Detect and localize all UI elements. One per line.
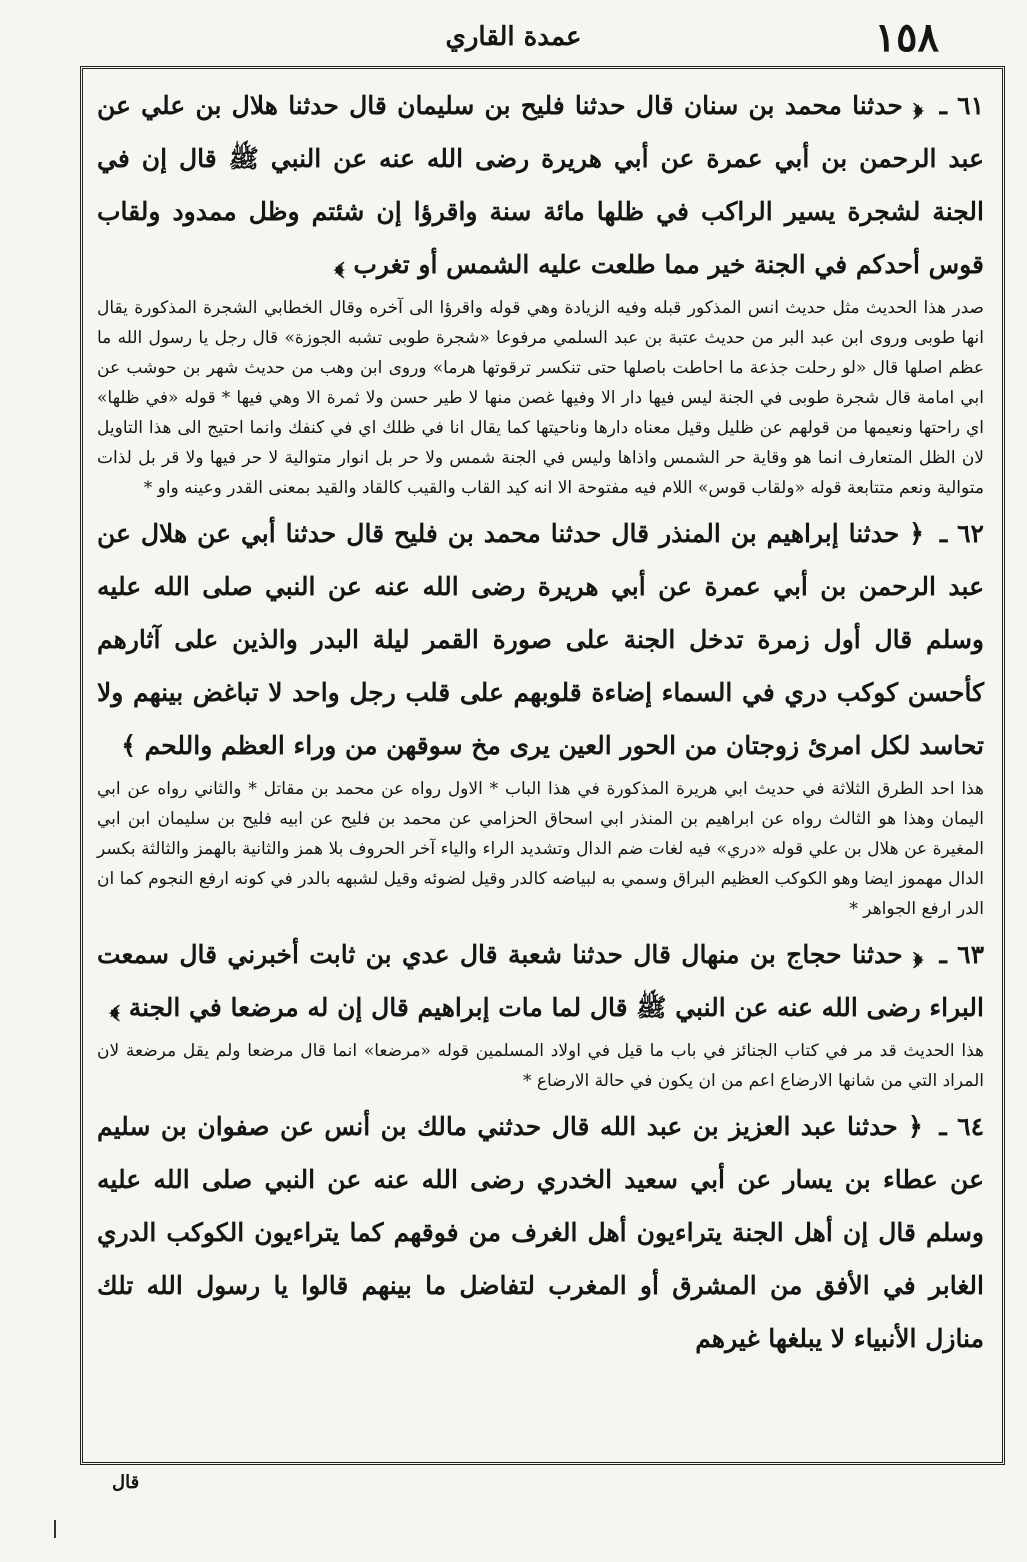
hadith-number: ٦٣ ـ (939, 940, 984, 969)
page-header (70, 10, 957, 66)
hadith-text: ﴿ حدثنا عبد العزيز بن عبد الله قال حدثني مالك بن أنس عن صفوان بن سليم عن عطاء بن يسار عن أبي سعيد الخدري رضى الله عنه عن النبي صلى الله عليه وسلم قال إن أهل الجنة يتراءيون أهل الغرف من فوقهم كما يتراءيون الكوكب الدري الغابر في الأفق من المشرق أو المغرب لتفاضل ما بينهم قالوا يا رسول الله تلك منازل الأنبياء لا يبلغها غيرهم (97, 1112, 984, 1353)
running-head: عمدة القاري (445, 22, 582, 52)
hadith-62 (97, 507, 984, 772)
hadith-number: ٦١ ـ (939, 91, 984, 120)
hadith-number: ٦٤ ـ (939, 1112, 985, 1141)
hadith-63 (97, 928, 984, 1034)
hadith-text: ﴿ حدثنا محمد بن سنان قال حدثنا فليح بن سليمان قال حدثنا هلال بن علي عن عبد الرحمن بن أبي عمرة عن أبي هريرة رضى الله عنه عن النبي ﷺ قال إن في الجنة لشجرة يسير الراكب في ظلها مائة سنة واقرؤا إن شئتم وظل ممدود ولقاب قوس أحدكم في الجنة خير مما طلعت عليه الشمس أو تغرب ﴾ (97, 91, 984, 279)
commentary-61: صدر هذا الحديث مثل حديث انس المذكور قبله وفيه الزيادة وهي قوله واقرؤا الى آخره وقال الخطابي الشجرة المذكورة يقال انها طوبى وروى ابن عبد البر من حديث عتبة بن عبد السلمي مرفوعا «شجرة طوبى تشبه الجوزة» قال رجل يا رسول الله ما عظم اصلها قال «لو رحلت جذعة ما احاطت باصلها حتى تنكسر ترقوتها هرما» وروى ابن وهب من حديث شهر بن حوشب عن ابي امامة قال شجرة طوبى في الجنة ليس فيها دار الا وفيها غصن منها لا طير حسن ولا ثمرة الا وهي فيها * قوله «في ظلها» اي راحتها ونعيمها من قولهم عن ظليل وقيل معناه دارها وناحيتها كما يقال انا في ظلك اي في كنفك وانما احتيج الى هذا التاويل لان الظل المتعارف انما هو وقاية حر الشمس واذاها وليس في الجنة شمس ولا حر بل انوار متوالية لا حر فيها ولا قر بل لذات متوالية ونعم متتابعة قوله «ولقاب قوس» اللام فيه مفتوحة الا انه كيد القاب والقيب كالقاد والقيد بمعنى القدر وعينه واو * (97, 298, 984, 498)
margin-mark (54, 1520, 56, 1538)
hadith-text: ﴿ حدثنا إبراهيم بن المنذر قال حدثنا محمد بن فليح قال حدثنا أبي عن هلال عن عبد الرحمن بن أبي عمرة عن أبي هريرة رضى الله عنه عن النبي صلى الله عليه وسلم قال أول زمرة تدخل الجنة على صورة القمر ليلة البدر والذين على آثارهم كأحسن كوكب دري في السماء إضاءة قلوبهم على قلب رجل واحد لا تباغض بينهم ولا تحاسد لكل امرئ زوجتان من الحور العين يرى مخ سوقهن من وراء العظم واللحم ﴾ (97, 519, 984, 760)
page-number: ١٥٨ (874, 14, 939, 61)
commentary-63: هذا الحديث قد مر في كتاب الجنائز في باب ما قيل في اولاد المسلمين قوله «مرضعا» انما قال مرضعا ولم يقل مرضعة لان المراد التي من شانها الارضاع اعم من ان يكون في حالة الارضاع * (97, 1041, 984, 1091)
hadith-61 (97, 79, 984, 291)
hadith-text: ﴿ حدثنا حجاج بن منهال قال حدثنا شعبة قال عدي بن ثابت أخبرني قال سمعت البراء رضى الله عنه عن النبي ﷺ قال لما مات إبراهيم قال إن له مرضعا في الجنة ﴾ (97, 940, 984, 1022)
commentary-62: هذا احد الطرق الثلاثة في حديث ابي هريرة المذكورة في هذا الباب * الاول رواه عن محمد بن مقاتل * والثاني رواه عن ابي اليمان وهذا هو الثالث رواه عن ابراهيم بن المنذر ابي اسحاق الحزامي عن محمد بن فليح عن ابيه فليح بن سليمان ابن ابي المغيرة عن هلال بن علي قوله «دري» فيه لغات ضم الدال وتشديد الراء والياء آخر الحروف بلا همز والثانية بالهمز والثالثة بكسر الدال مهموز ايضا وهو الكوكب العظيم البراق وسمي به لبياضه كالدر وقيل لضوئه وقيل لشبهه بالدر في كونه ارفع النجوم كما ان الدر ارفع الجواهر * (97, 779, 984, 919)
hadith-64 (97, 1100, 984, 1365)
hadith-number: ٦٢ ـ (939, 519, 984, 548)
text-frame (80, 66, 1005, 1465)
catchword: قال (112, 1472, 140, 1493)
